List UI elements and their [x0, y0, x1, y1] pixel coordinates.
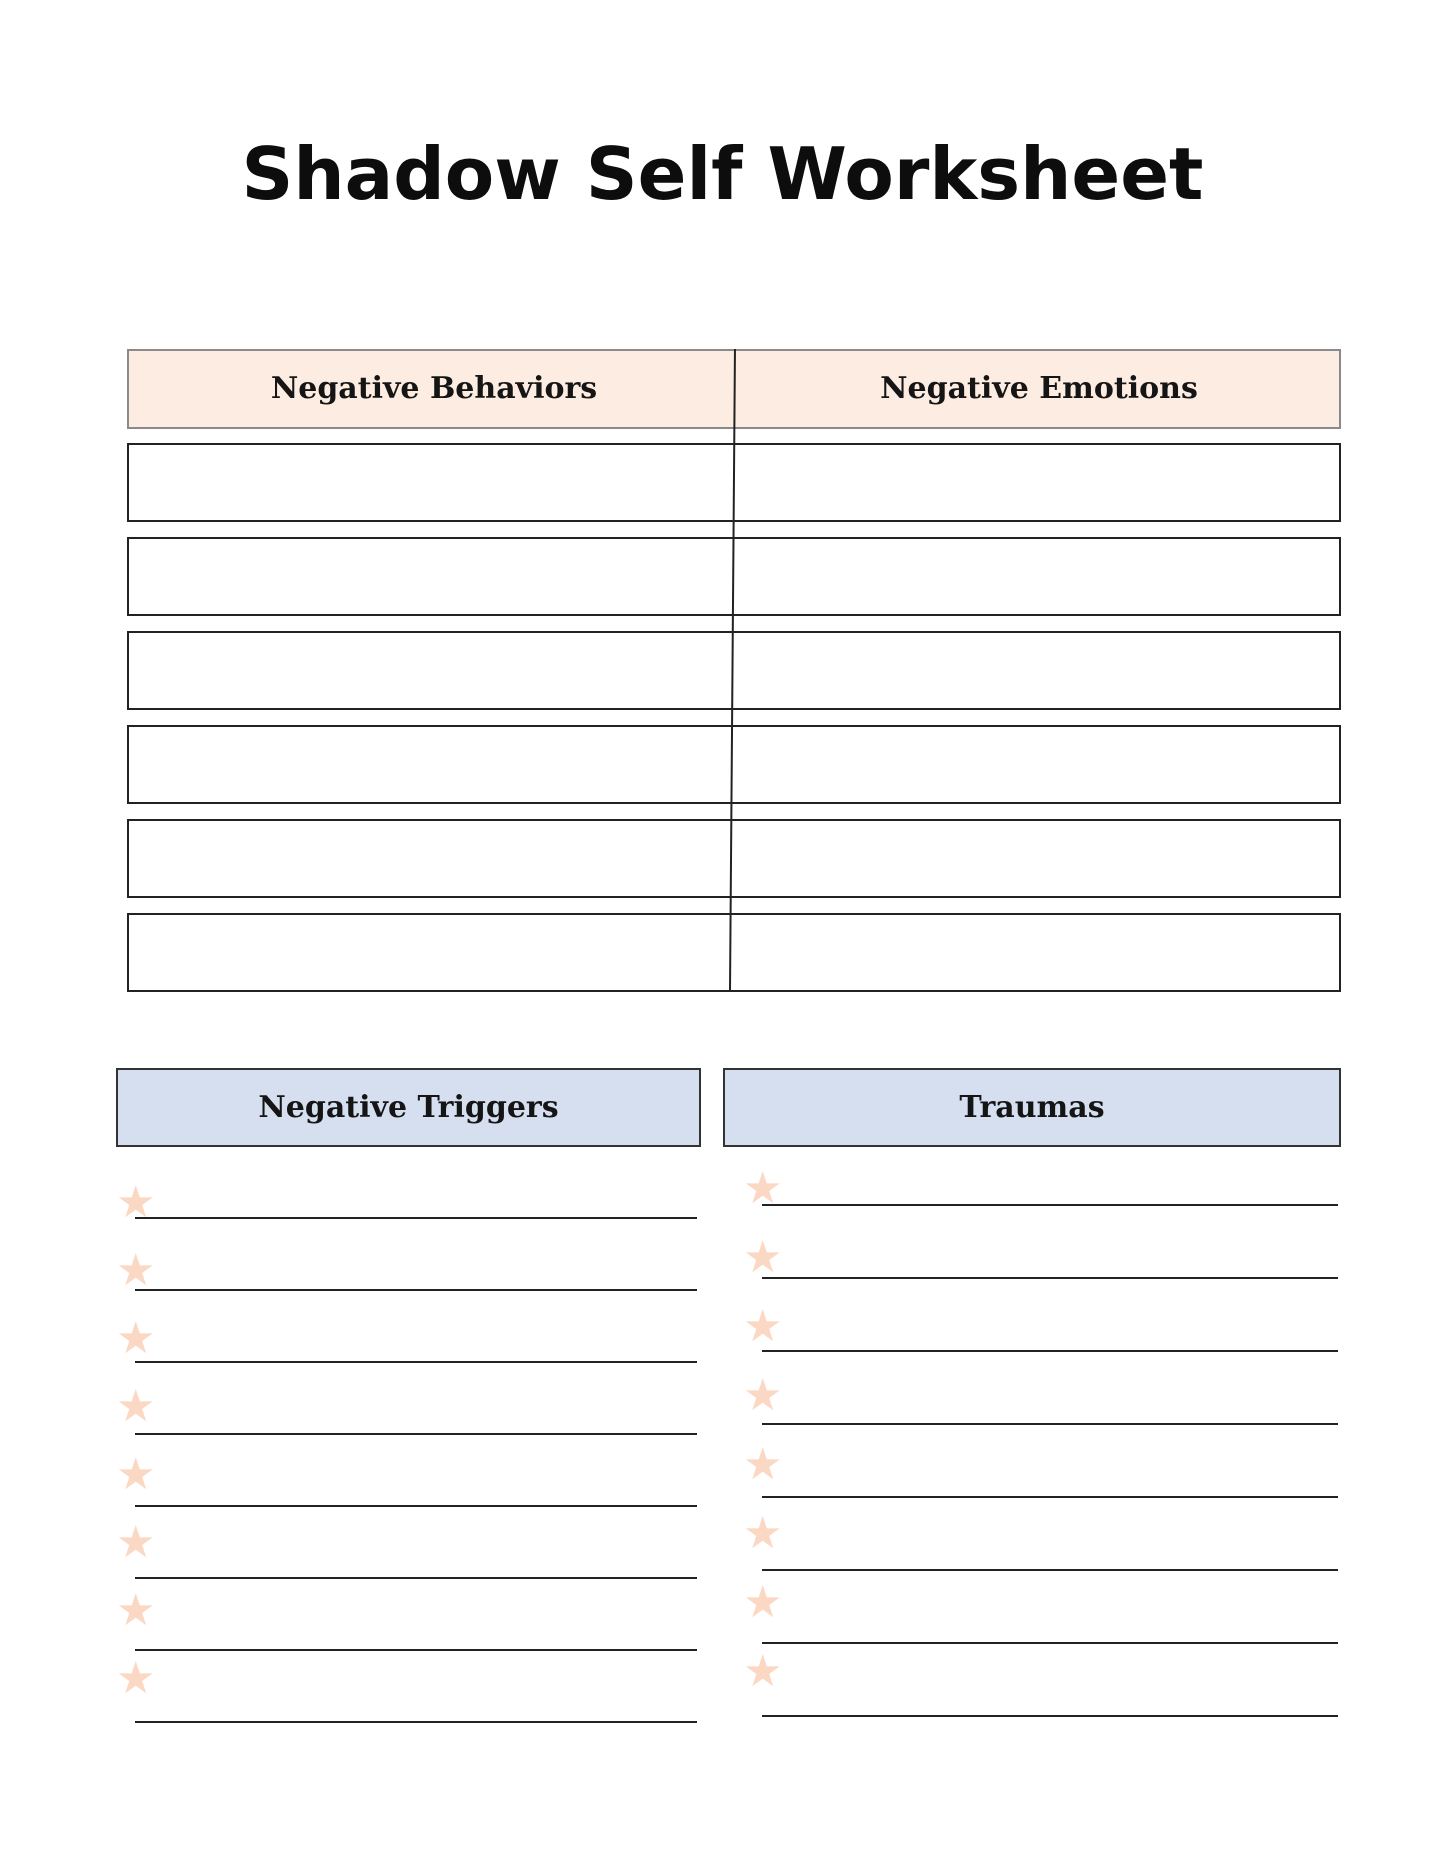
write-line[interactable] — [135, 1361, 697, 1363]
star-icon: ★ — [743, 1232, 783, 1283]
table-row[interactable] — [127, 537, 1341, 616]
write-line[interactable] — [762, 1715, 1338, 1717]
write-line[interactable] — [762, 1423, 1338, 1425]
table-row[interactable] — [127, 819, 1341, 898]
section-header-negative-triggers: Negative Triggers — [116, 1068, 701, 1147]
star-icon: ★ — [743, 1370, 783, 1421]
write-line[interactable] — [135, 1505, 697, 1507]
column-header-negative-behaviors: Negative Behaviors — [270, 371, 598, 406]
write-line[interactable] — [762, 1569, 1338, 1571]
write-line[interactable] — [135, 1289, 697, 1291]
star-icon: ★ — [116, 1653, 156, 1704]
write-line[interactable] — [135, 1649, 697, 1651]
star-icon: ★ — [743, 1301, 783, 1352]
table-row[interactable] — [127, 725, 1341, 804]
star-icon: ★ — [743, 1439, 783, 1490]
write-line[interactable] — [762, 1496, 1338, 1498]
star-icon: ★ — [743, 1163, 783, 1214]
star-icon: ★ — [116, 1381, 156, 1432]
table-row[interactable] — [127, 913, 1341, 992]
star-icon: ★ — [743, 1646, 783, 1697]
page-title: Shadow Self Worksheet — [241, 132, 1204, 216]
section-header-traumas: Traumas — [723, 1068, 1341, 1147]
write-line[interactable] — [762, 1350, 1338, 1352]
write-line[interactable] — [135, 1433, 697, 1435]
star-icon: ★ — [116, 1449, 156, 1500]
table-row[interactable] — [127, 631, 1341, 710]
behaviors-emotions-table — [127, 349, 1339, 999]
star-icon: ★ — [743, 1508, 783, 1559]
write-line[interactable] — [135, 1577, 697, 1579]
table-row[interactable] — [127, 443, 1341, 522]
star-icon: ★ — [116, 1585, 156, 1636]
write-line[interactable] — [762, 1277, 1338, 1279]
star-icon: ★ — [116, 1517, 156, 1568]
write-line[interactable] — [762, 1204, 1338, 1206]
star-icon: ★ — [743, 1577, 783, 1628]
star-icon: ★ — [116, 1313, 156, 1364]
star-icon: ★ — [116, 1245, 156, 1296]
write-line[interactable] — [135, 1721, 697, 1723]
star-icon: ★ — [116, 1177, 156, 1228]
column-header-negative-emotions: Negative Emotions — [880, 371, 1198, 406]
write-line[interactable] — [762, 1642, 1338, 1644]
table-header — [127, 349, 1341, 429]
write-line[interactable] — [135, 1217, 697, 1219]
